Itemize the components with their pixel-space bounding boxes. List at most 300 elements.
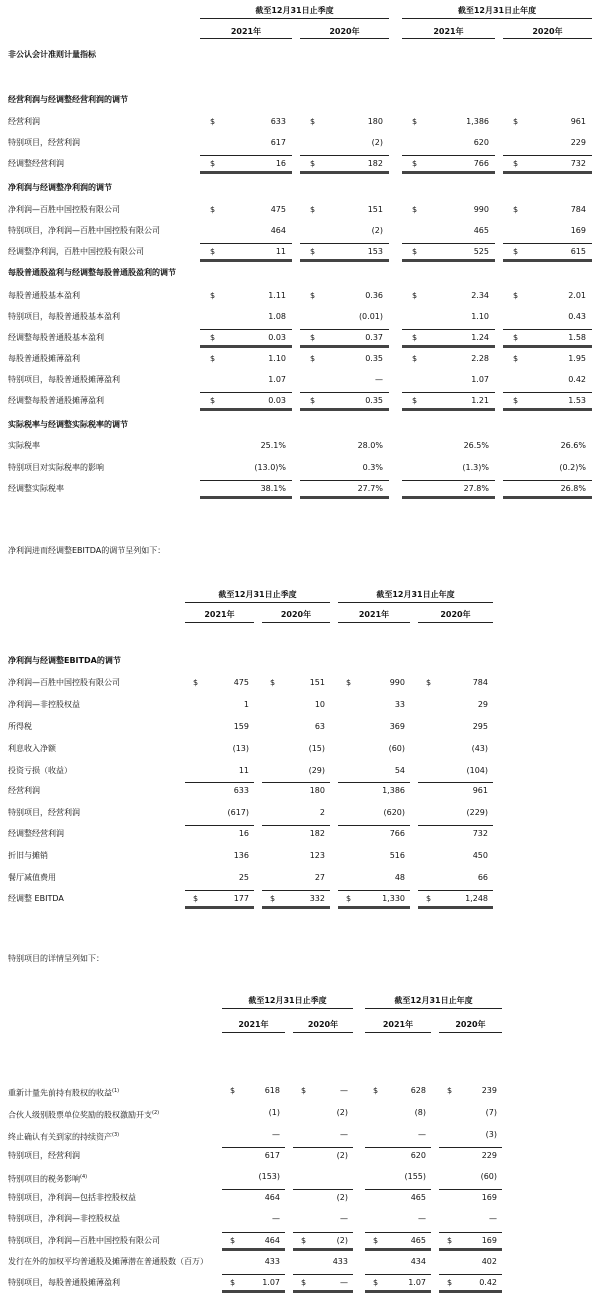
subtotal-rule (222, 1274, 285, 1275)
cell-value: 151 (309, 678, 325, 687)
subtotal-rule (293, 1232, 353, 1233)
total-double-rule (200, 345, 292, 348)
cell-value: 0.03 (268, 333, 286, 342)
row-label: 投资亏损（收益） (8, 766, 72, 775)
cell-value: (13.0)% (254, 463, 286, 472)
cell-value: 25 (238, 873, 249, 882)
row-label: 特别项目的税务影响$^{(4)}$ (8, 1174, 88, 1184)
total-double-rule (402, 259, 495, 262)
currency-symbol: $ (301, 1278, 307, 1287)
currency-symbol: $ (412, 354, 418, 363)
currency-symbol: $ (412, 333, 418, 342)
row-label: 特别项目，净利润—百胜中国控股有限公司 (8, 1236, 160, 1245)
subtotal-rule (262, 782, 330, 783)
total-double-rule (262, 906, 330, 909)
column-header-rule (439, 1032, 502, 1033)
column-header-rule (185, 622, 254, 623)
cell-value: 1.10 (471, 312, 489, 321)
row-label: 餐厅减值费用 (8, 873, 56, 882)
column-header-rule (418, 622, 493, 623)
table-title: 非公认会计准则计量指标 (8, 50, 96, 59)
currency-symbol: $ (210, 333, 216, 342)
table2-intro: 净利润进而经调整EBITDA的调节呈列如下： (8, 546, 166, 555)
cell-value: 48 (394, 873, 405, 882)
currency-symbol: $ (513, 205, 519, 214)
row-label: 发行在外的加权平均普通股及摊薄潜在普通股数（百万） (8, 1257, 208, 1266)
cell-value: 464 (264, 1193, 280, 1202)
cell-value: 2.01 (568, 291, 586, 300)
subtotal-rule (418, 890, 493, 891)
cell-value: 0.42 (479, 1278, 497, 1287)
currency-symbol: $ (310, 159, 316, 168)
cell-value: 26.6% (560, 441, 586, 450)
cell-value: 465 (410, 1193, 426, 1202)
cell-value: 633 (233, 786, 249, 795)
currency-symbol: $ (210, 247, 216, 256)
cell-value: 28.0% (357, 441, 383, 450)
total-double-rule (365, 1248, 431, 1251)
currency-symbol: $ (230, 1236, 236, 1245)
row-label: 利息收入净额 (8, 744, 56, 753)
subtotal-rule (365, 1147, 431, 1148)
cell-value: 169 (481, 1193, 497, 1202)
total-double-rule (300, 496, 389, 499)
row-label: 经调整实际税率 (8, 484, 64, 493)
cell-value: 159 (233, 722, 249, 731)
cell-value: 961 (472, 786, 488, 795)
cell-value: 180 (367, 117, 383, 126)
total-double-rule (300, 408, 389, 411)
cell-value: (153) (258, 1172, 280, 1181)
cell-value: 620 (473, 138, 489, 147)
group-header-rule (200, 18, 389, 19)
cell-value: 450 (472, 851, 488, 860)
cell-value: 1.58 (568, 333, 586, 342)
cell-value: 620 (410, 1151, 426, 1160)
currency-symbol: $ (412, 291, 418, 300)
cell-value: 465 (410, 1236, 426, 1245)
subtotal-rule (365, 1274, 431, 1275)
row-label: 经调整经营利润 (8, 829, 64, 838)
cell-value: 1,386 (466, 117, 489, 126)
currency-symbol: $ (310, 291, 316, 300)
cell-value: — (375, 375, 383, 384)
cell-value: 1.95 (568, 354, 586, 363)
column-header-rule (293, 1032, 353, 1033)
column-header-rule (503, 38, 592, 39)
row-label: 净利润—百胜中国控股有限公司 (8, 678, 120, 687)
currency-symbol: $ (513, 333, 519, 342)
cell-value: (2) (336, 1193, 348, 1202)
subtotal-rule (439, 1274, 502, 1275)
cell-value: 25.1% (260, 441, 286, 450)
currency-symbol: $ (310, 205, 316, 214)
total-double-rule (503, 496, 592, 499)
cell-value: 1.53 (568, 396, 586, 405)
period-group-header: 截至12月31日止季度 (248, 996, 327, 1005)
cell-value: — (418, 1214, 426, 1223)
row-label: 特别项目，每股普通股摊薄盈利 (8, 1278, 120, 1287)
cell-value: 1.21 (471, 396, 489, 405)
total-double-rule (418, 906, 493, 909)
total-double-rule (402, 496, 495, 499)
total-double-rule (503, 259, 592, 262)
subtotal-rule (402, 155, 495, 156)
cell-value: 0.35 (365, 396, 383, 405)
subtotal-rule (402, 329, 495, 330)
cell-value: — (272, 1130, 280, 1139)
currency-symbol: $ (513, 291, 519, 300)
cell-value: 169 (570, 226, 586, 235)
year-column-header: 2020年 (329, 27, 360, 36)
row-label: 特别项目，每股普通股摊薄盈利 (8, 375, 120, 384)
cell-value: 961 (570, 117, 586, 126)
cell-value: 990 (389, 678, 405, 687)
cell-value: 475 (270, 205, 286, 214)
cell-value: 525 (473, 247, 489, 256)
cell-value: 732 (570, 159, 586, 168)
cell-value: 766 (389, 829, 405, 838)
currency-symbol: $ (210, 291, 216, 300)
cell-value: 182 (367, 159, 383, 168)
subtotal-rule (222, 1232, 285, 1233)
currency-symbol: $ (193, 894, 199, 903)
year-column-header: 2020年 (532, 27, 563, 36)
column-header-rule (222, 1032, 285, 1033)
row-label: 经调整净利润，百胜中国控股有限公司 (8, 247, 144, 256)
subtotal-rule (185, 825, 254, 826)
subtotal-rule (503, 155, 592, 156)
cell-value: 26.8% (560, 484, 586, 493)
group-header-rule (365, 1008, 502, 1009)
subtotal-rule (365, 1189, 431, 1190)
group-header-rule (222, 1008, 353, 1009)
cell-value: 2.34 (471, 291, 489, 300)
subtotal-rule (418, 782, 493, 783)
cell-value: (155) (404, 1172, 426, 1181)
year-column-header: 2020年 (455, 1020, 486, 1029)
total-double-rule (300, 259, 389, 262)
subtotal-rule (300, 480, 389, 481)
cell-value: 169 (481, 1236, 497, 1245)
cell-value: 402 (481, 1257, 497, 1266)
cell-value: 464 (270, 226, 286, 235)
cell-value: 54 (394, 766, 405, 775)
currency-symbol: $ (513, 117, 519, 126)
subtotal-rule (300, 392, 389, 393)
total-double-rule (338, 906, 410, 909)
column-header-rule (300, 38, 389, 39)
cell-value: (29) (308, 766, 325, 775)
currency-symbol: $ (412, 117, 418, 126)
currency-symbol: $ (513, 247, 519, 256)
cell-value: 1.08 (268, 312, 286, 321)
column-header-rule (262, 622, 330, 623)
column-header-rule (200, 38, 292, 39)
cell-value: — (340, 1086, 348, 1095)
cell-value: 784 (570, 205, 586, 214)
cell-value: 475 (233, 678, 249, 687)
section-heading: 经营利润与经调整经营利润的调节 (8, 95, 128, 104)
cell-value: 0.35 (365, 354, 383, 363)
row-label: 经营利润 (8, 117, 40, 126)
currency-symbol: $ (412, 396, 418, 405)
year-column-header: 2021年 (238, 1020, 269, 1029)
cell-value: 628 (410, 1086, 426, 1095)
subtotal-rule (338, 825, 410, 826)
cell-value: 27 (314, 873, 325, 882)
subtotal-rule (222, 1147, 285, 1148)
cell-value: 1.07 (268, 375, 286, 384)
row-label: 重新计量先前持有股权的收益$^{(1)}$ (8, 1088, 120, 1098)
row-label: 特别项目，经营利润 (8, 1151, 80, 1160)
total-double-rule (200, 408, 292, 411)
cell-value: (620) (383, 808, 405, 817)
cell-value: (3) (485, 1130, 497, 1139)
currency-symbol: $ (513, 159, 519, 168)
row-label: 特别项目，净利润—百胜中国控股有限公司 (8, 226, 160, 235)
cell-value: 27.8% (463, 484, 489, 493)
currency-symbol: $ (270, 678, 276, 687)
row-label: 合伙人级别股票单位奖励的股权激励开支$^{(2)}$ (8, 1110, 160, 1120)
row-label: 经调整 EBITDA (8, 894, 64, 903)
cell-value: 29 (477, 700, 488, 709)
group-header-rule (402, 18, 592, 19)
cell-value: 434 (410, 1257, 426, 1266)
cell-value: 1.11 (268, 291, 286, 300)
cell-value: (2) (336, 1151, 348, 1160)
currency-symbol: $ (426, 678, 432, 687)
row-label: 经调整每股普通股摊薄盈利 (8, 396, 104, 405)
subtotal-rule (439, 1147, 502, 1148)
cell-value: (2) (336, 1108, 348, 1117)
year-column-header: 2021年 (204, 610, 235, 619)
column-header-rule (365, 1032, 431, 1033)
year-column-header: 2021年 (382, 1020, 414, 1029)
total-double-rule (365, 1290, 431, 1293)
subtotal-rule (503, 392, 592, 393)
total-double-rule (503, 171, 592, 174)
cell-value: 33 (394, 700, 405, 709)
cell-value: — (340, 1130, 348, 1139)
subtotal-rule (418, 825, 493, 826)
cell-value: 332 (309, 894, 325, 903)
cell-value: 369 (389, 722, 405, 731)
currency-symbol: $ (230, 1278, 236, 1287)
currency-symbol: $ (447, 1086, 453, 1095)
period-group-header: 截至12月31日止季度 (255, 6, 334, 15)
footnote-marker: (3) (112, 1132, 120, 1138)
cell-value: (43) (471, 744, 488, 753)
cell-value: 0.36 (365, 291, 383, 300)
cell-value: (0.2)% (559, 463, 586, 472)
row-label: 特别项目，经营利润 (8, 808, 80, 817)
total-double-rule (200, 171, 292, 174)
cell-value: (0.01) (358, 312, 383, 321)
cell-value: 0.3% (362, 463, 383, 472)
subtotal-rule (262, 825, 330, 826)
cell-value: 11 (275, 247, 286, 256)
cell-value: 1.24 (471, 333, 489, 342)
subtotal-rule (503, 243, 592, 244)
footnote-marker: (2) (152, 1110, 160, 1116)
cell-value: (60) (480, 1172, 497, 1181)
cell-value: 10 (314, 700, 325, 709)
row-label: 经调整每股普通股基本盈利 (8, 333, 104, 342)
currency-symbol: $ (412, 159, 418, 168)
subtotal-rule (200, 392, 292, 393)
subtotal-rule (365, 1232, 431, 1233)
currency-symbol: $ (447, 1278, 453, 1287)
period-group-header: 截至12月31日止年度 (457, 6, 537, 15)
currency-symbol: $ (270, 894, 276, 903)
currency-symbol: $ (210, 205, 216, 214)
total-double-rule (185, 906, 254, 909)
subtotal-rule (293, 1274, 353, 1275)
cell-value: 295 (472, 722, 488, 731)
currency-symbol: $ (373, 1086, 379, 1095)
subtotal-rule (185, 782, 254, 783)
subtotal-rule (300, 243, 389, 244)
row-label: 折旧与摊销 (8, 851, 48, 860)
subtotal-rule (503, 480, 592, 481)
total-double-rule (402, 345, 495, 348)
cell-value: 0.42 (568, 375, 586, 384)
subtotal-rule (439, 1232, 502, 1233)
subtotal-rule (293, 1189, 353, 1190)
total-double-rule (402, 408, 495, 411)
subtotal-rule (402, 243, 495, 244)
subtotal-rule (222, 1189, 285, 1190)
row-label: 经调整经营利润 (8, 159, 64, 168)
group-header-rule (338, 602, 493, 603)
currency-symbol: $ (301, 1236, 307, 1245)
row-label: 特别项目，净利润—非控股权益 (8, 1214, 120, 1223)
currency-symbol: $ (310, 354, 316, 363)
period-group-header: 截至12月31日止季度 (218, 590, 297, 599)
total-double-rule (293, 1248, 353, 1251)
column-header-rule (402, 38, 495, 39)
year-column-header: 2021年 (358, 610, 390, 619)
cell-value: 990 (473, 205, 489, 214)
cell-value: 464 (264, 1236, 280, 1245)
total-double-rule (300, 345, 389, 348)
row-label: 净利润—百胜中国控股有限公司 (8, 205, 120, 214)
currency-symbol: $ (301, 1086, 307, 1095)
row-label: 特别项目，经营利润 (8, 138, 80, 147)
cell-value: 1,248 (465, 894, 488, 903)
currency-symbol: $ (513, 354, 519, 363)
total-double-rule (439, 1248, 502, 1251)
cell-value: 465 (473, 226, 489, 235)
total-double-rule (300, 171, 389, 174)
total-double-rule (222, 1290, 285, 1293)
cell-value: (1) (268, 1108, 280, 1117)
cell-value: 1.07 (471, 375, 489, 384)
subtotal-rule (185, 890, 254, 891)
currency-symbol: $ (230, 1086, 236, 1095)
cell-value: (7) (485, 1108, 497, 1117)
cell-value: (229) (466, 808, 488, 817)
section-heading: 净利润与经调整EBITDA的调节 (8, 656, 121, 665)
cell-value: 153 (367, 247, 383, 256)
cell-value: 136 (233, 851, 249, 860)
row-label: 特别项目对实际税率的影响 (8, 463, 104, 472)
subtotal-rule (200, 243, 292, 244)
subtotal-rule (338, 890, 410, 891)
currency-symbol: $ (310, 333, 316, 342)
year-column-header: 2020年 (307, 1020, 339, 1029)
row-label: 终止确认有关到家的持续资产$^{(3)}$ (8, 1132, 120, 1142)
cell-value: 1.10 (268, 354, 286, 363)
subtotal-rule (200, 329, 292, 330)
total-double-rule (293, 1290, 353, 1293)
row-label: 特别项目，净利润—包括非控股权益 (8, 1193, 136, 1202)
subtotal-rule (293, 1147, 353, 1148)
cell-value: 1 (243, 700, 249, 709)
cell-value: 1.07 (408, 1278, 426, 1287)
cell-value: 0.03 (268, 396, 286, 405)
cell-value: — (340, 1214, 348, 1223)
year-column-header: 2021年 (433, 27, 464, 36)
year-column-header: 2020年 (280, 610, 312, 619)
cell-value: 239 (481, 1086, 497, 1095)
currency-symbol: $ (210, 354, 216, 363)
cell-value: 16 (275, 159, 286, 168)
currency-symbol: $ (373, 1278, 379, 1287)
cell-value: 766 (473, 159, 489, 168)
cell-value: — (272, 1214, 280, 1223)
cell-value: 38.1% (260, 484, 286, 493)
subtotal-rule (300, 155, 389, 156)
total-double-rule (402, 171, 495, 174)
currency-symbol: $ (310, 396, 316, 405)
cell-value: 784 (472, 678, 488, 687)
cell-value: 516 (389, 851, 405, 860)
group-header-rule (185, 602, 330, 603)
cell-value: 0.43 (568, 312, 586, 321)
cell-value: 1,330 (382, 894, 405, 903)
footnote-marker: (4) (80, 1174, 88, 1180)
currency-symbol: $ (346, 678, 352, 687)
row-label: 实际税率 (8, 441, 40, 450)
cell-value: 1.07 (262, 1278, 280, 1287)
cell-value: — (489, 1214, 497, 1223)
cell-value: 177 (233, 894, 249, 903)
period-group-header: 截至12月31日止年度 (376, 590, 455, 599)
section-heading: 每股普通股盈利与经调整每股普通股盈利的调节 (8, 268, 176, 277)
cell-value: (2) (336, 1236, 348, 1245)
year-column-header: 2020年 (440, 610, 471, 619)
cell-value: (1.3)% (462, 463, 489, 472)
cell-value: 151 (367, 205, 383, 214)
cell-value: (617) (227, 808, 249, 817)
table3-intro: 特别项目的详情呈列如下： (8, 954, 104, 963)
row-label: 经营利润 (8, 786, 40, 795)
row-label: 特别项目，每股普通股基本盈利 (8, 312, 120, 321)
cell-value: (15) (308, 744, 325, 753)
currency-symbol: $ (412, 205, 418, 214)
total-double-rule (503, 345, 592, 348)
currency-symbol: $ (447, 1236, 453, 1245)
currency-symbol: $ (412, 247, 418, 256)
subtotal-rule (262, 890, 330, 891)
cell-value: (104) (466, 766, 488, 775)
cell-value: 618 (264, 1086, 280, 1095)
subtotal-rule (300, 329, 389, 330)
cell-value: — (340, 1278, 348, 1287)
cell-value: 615 (570, 247, 586, 256)
